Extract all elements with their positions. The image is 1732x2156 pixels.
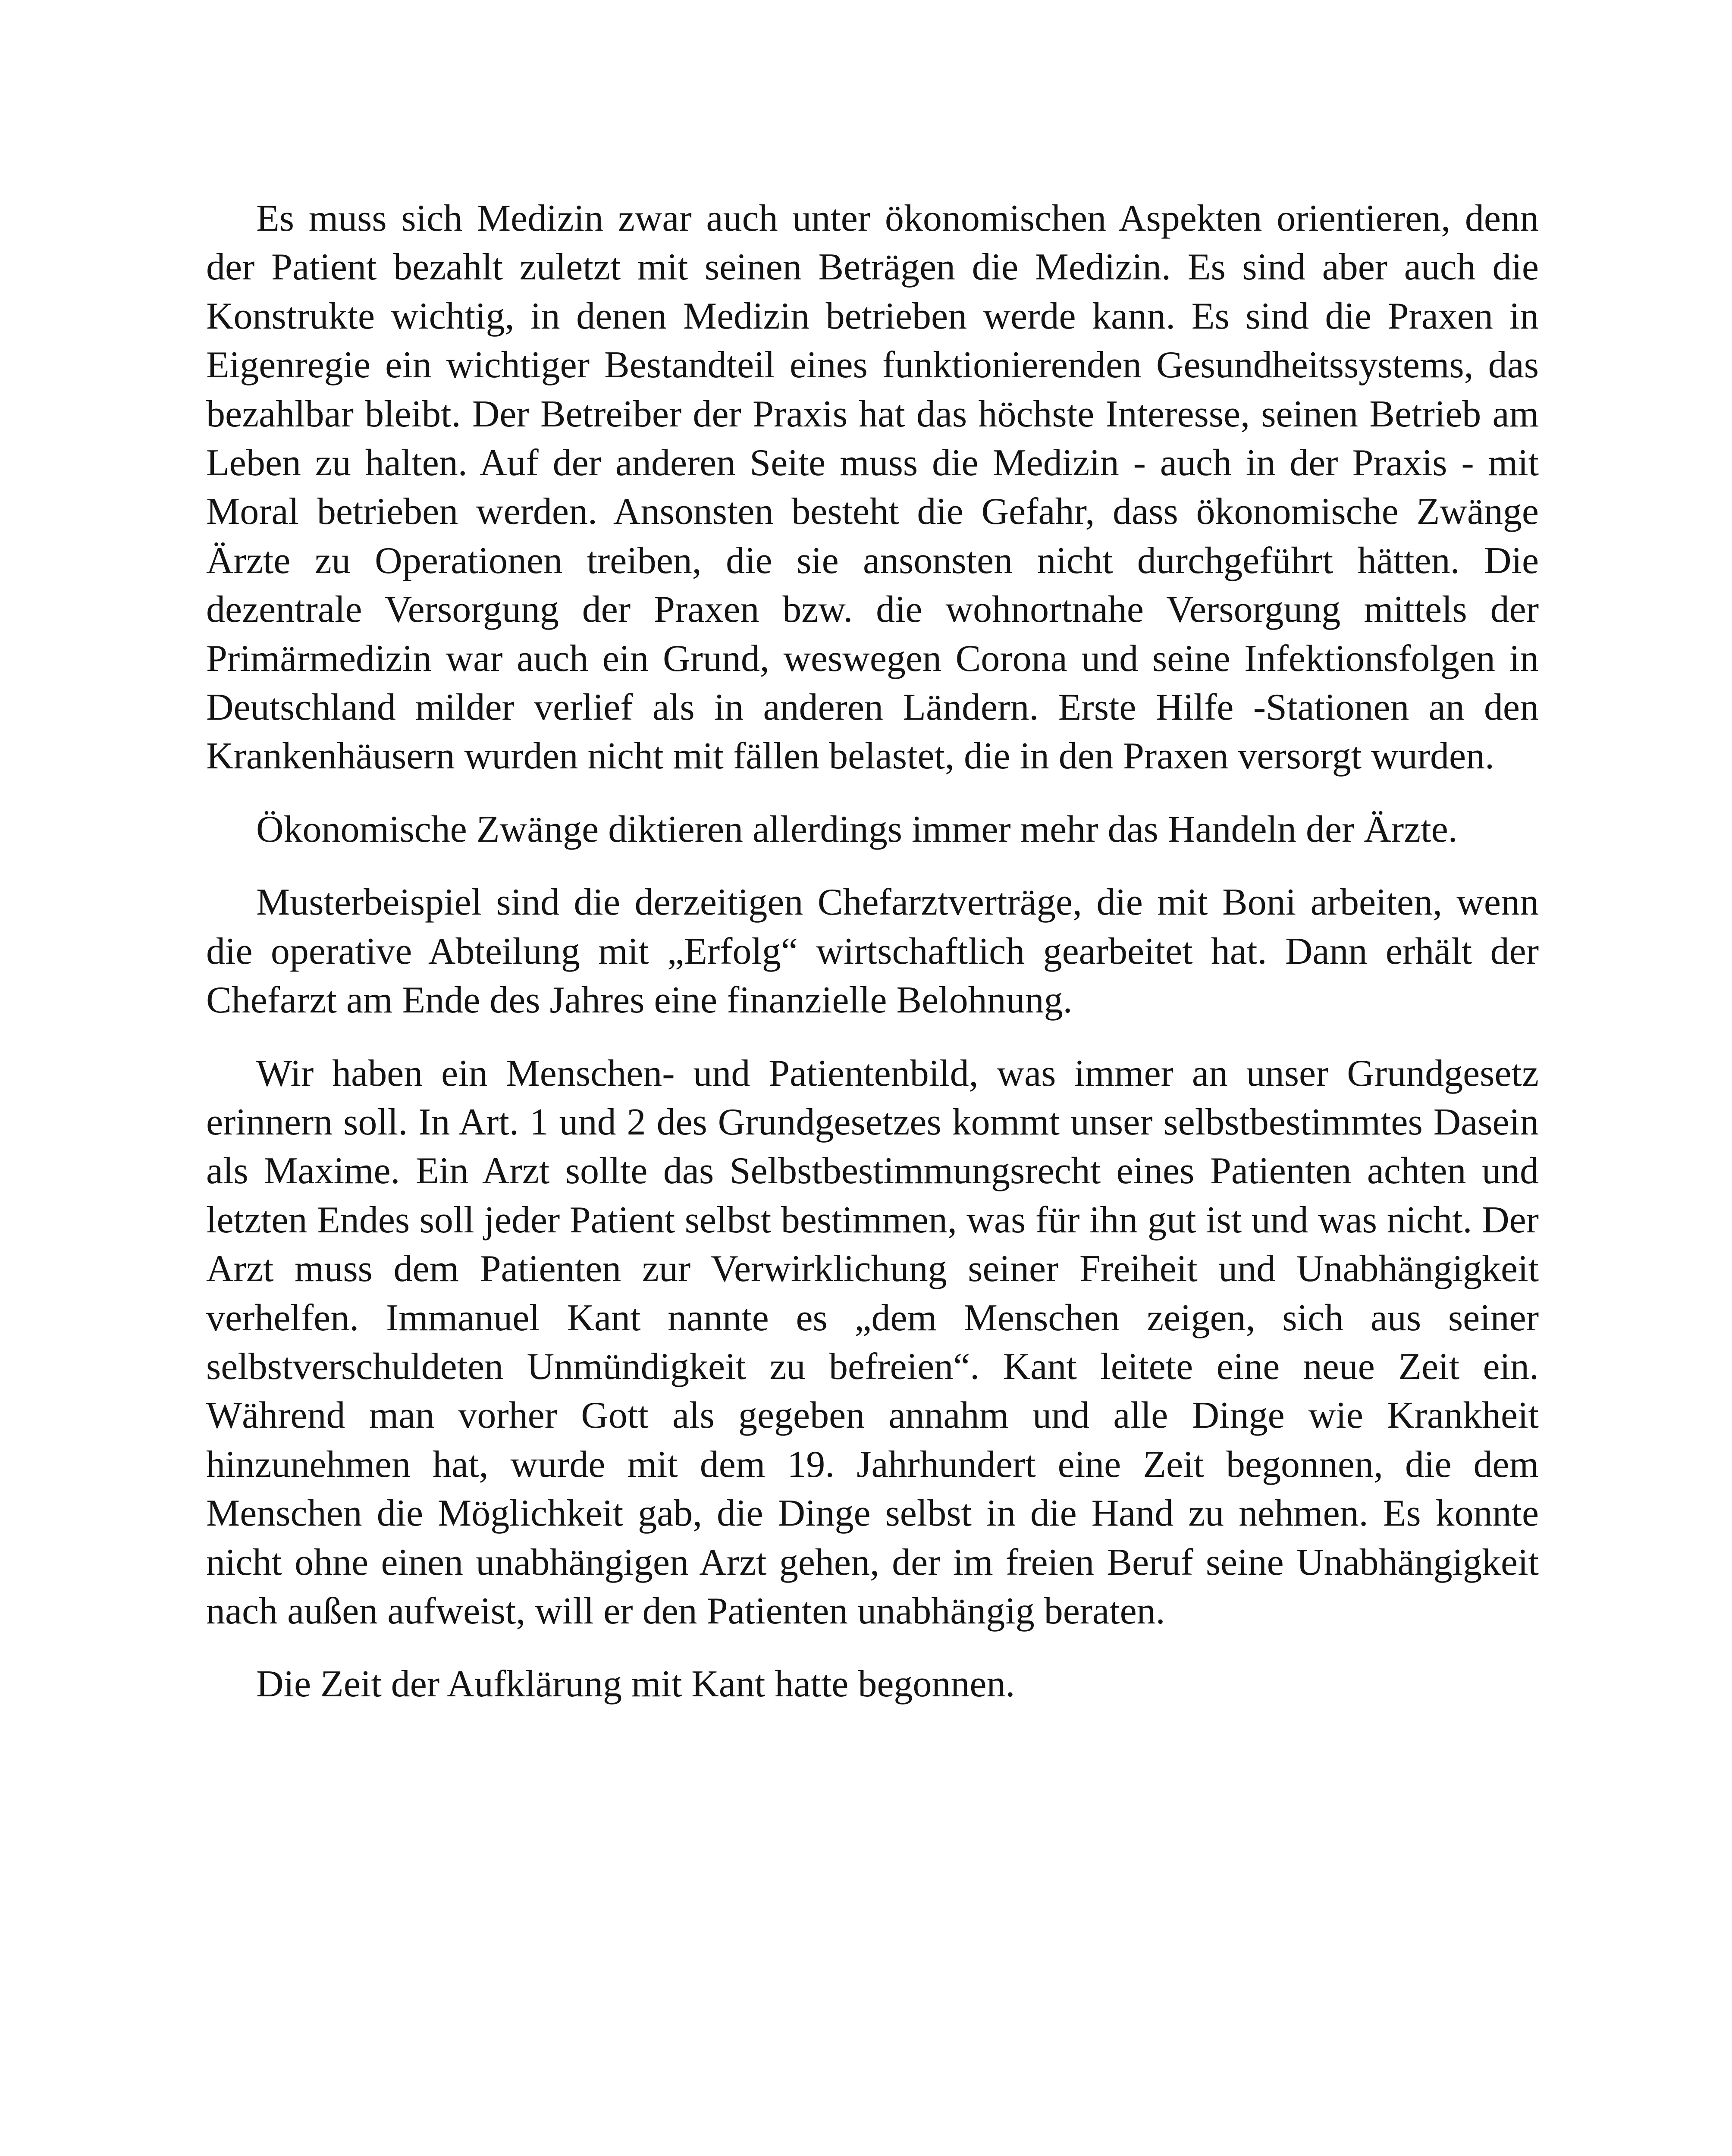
paragraph-enlightenment: Die Zeit der Aufklärung mit Kant hatte begonnen. [256, 1663, 1015, 1705]
paragraph-economics: Es muss sich Medizin zwar auch unter ökonomischen Aspekten orientieren, denn der Patient bezahlt zuletzt mit seinen Beträgen die Medizin. Es sind aber auch die Konstrukte wichtig, in denen Medizin betrieben werde kann. Es sind die Praxen in Eigenregie ein wichtiger Bestandteil eines funktionierenden Gesundheitssystems, das bezahlbar bleibt. Der Betreiber der Praxis hat das höchste Interesse, seinen Betrieb am Leben zu halten. Auf der anderen Seite muss die Medizin - auch in der Praxis - mit Moral betrieben werden. Ansonsten besteht die Gefahr, dass ökonomische Zwänge Ärzte zu Operationen treiben, die sie ansonsten nicht durchgeführt hätten. Die dezentrale Versorgung der Praxen bzw. die wohnortnahe Versorgung mittels der Primärmedizin war auch ein Grund, weswegen Corona und seine Infektionsfolgen in Deutschland milder verlief als in anderen Ländern. Erste Hilfe -Stationen an den Krankenhäusern wurden nicht mit fällen belastet, die in den Praxen versorgt wurden. [206, 197, 1539, 777]
body-text [206, 194, 1539, 1709]
paragraph-patient-image: Wir haben ein Menschen- und Patientenbild, was immer an unser Grundgesetz erinnern soll. In Art. 1 und 2 des Grundgesetzes kommt unser selbstbestimmtes Dasein als Maxime. Ein Arzt sollte das Selbstbestimmungsrecht eines Patienten achten und letzten Endes soll jeder Patient selbst bestimmen, was für ihn gut ist und was nicht. Der Arzt muss dem Patienten zur Verwirklichung seiner Freiheit und Unabhängigkeit verhelfen. Immanuel Kant nannte es „dem Menschen zeigen, sich aus seiner selbstverschuldeten Unmündigkeit zu befreien“. Kant leitete eine neue Zeit ein. Während man vorher Gott als gegeben annahm und alle Dinge wie Krankheit hinzunehmen hat, wurde mit dem 19. Jahrhundert eine Zeit begonnen, die dem Menschen die Möglichkeit gab, die Dinge selbst in die Hand zu nehmen. Es konnte nicht ohne einen unabhängigen Arzt gehen, der im freien Beruf seine Unabhängigkeit nach außen aufweist, will er den Patienten unabhängig beraten. [206, 1052, 1539, 1632]
paragraph-economic-constraints: Ökonomische Zwänge diktieren allerdings immer mehr das Handeln der Ärzte. [256, 808, 1458, 850]
paragraph-chief-physician-contracts: Musterbeispiel sind die derzeitigen Chefarztverträge, die mit Boni arbeiten, wenn die operative Abteilung mit „Erfolg“ wirtschaftlich gearbeitet hat. Dann erhält der Chefarzt am Ende des Jahres eine finanzielle Belohnung. [206, 881, 1539, 1022]
